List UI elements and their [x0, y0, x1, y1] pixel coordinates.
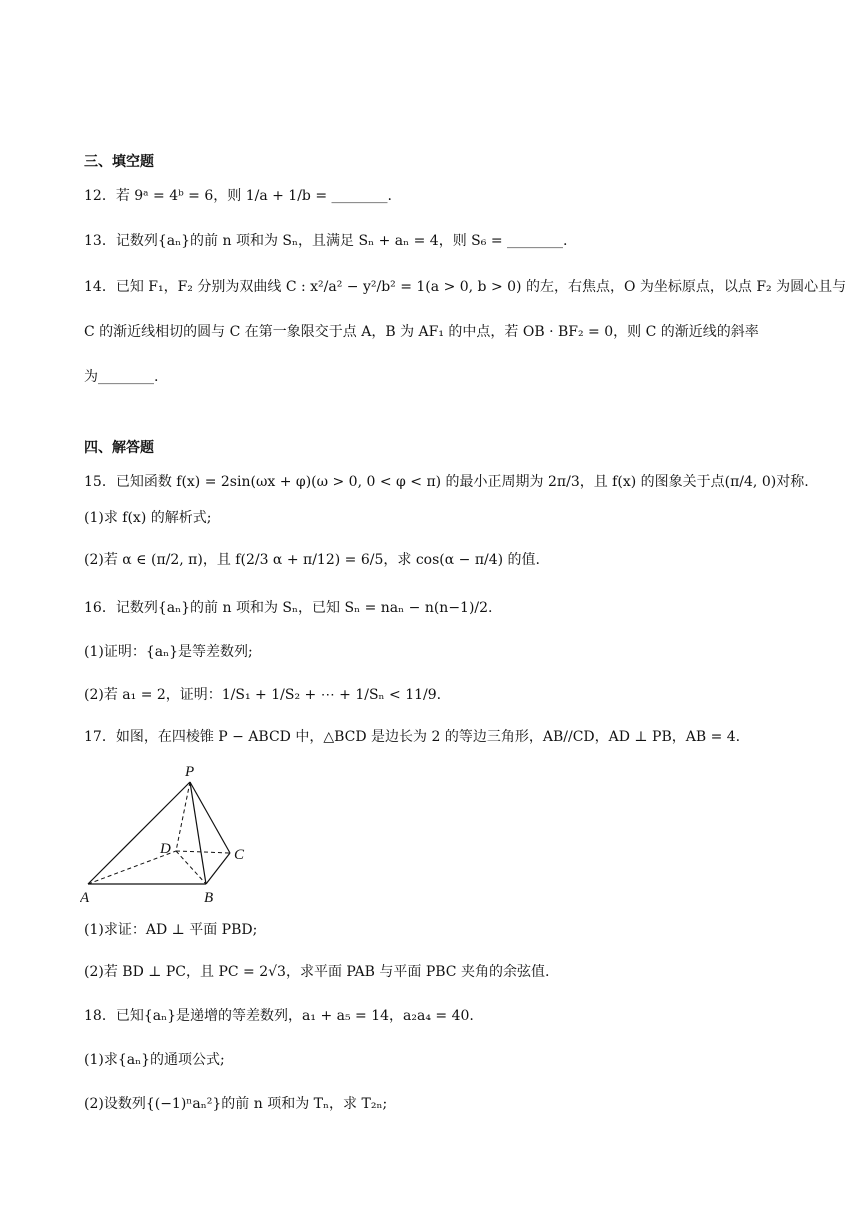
edge-PD	[176, 782, 190, 851]
question-17-part-2: (2)若 BD ⊥ PC，且 PC = 2√3，求平面 PAB 与平面 PBC 夹角的余弦值.	[84, 964, 550, 980]
question-15: 15．已知函数 f(x) = 2sin(ωx + φ)(ω > 0, 0 < φ < π) 的最小正周期为 2π/3，且 f(x) 的图象关于点(π/4, 0)对称.	[84, 474, 809, 490]
section-heading-fill-in: 三、填空题	[84, 154, 154, 170]
question-14-line-2: C 的渐近线相切的圆与 C 在第一象限交于点 A，B 为 AF₁ 的中点，若 OB · BF₂ = 0，则 C 的渐近线的斜率	[84, 324, 759, 340]
question-16-part-2: (2)若 a₁ = 2，证明：1/S₁ + 1/S₂ + ⋯ + 1/Sₙ < 11/9.	[84, 687, 442, 703]
vertex-label-A: A	[80, 890, 90, 906]
edge-PA	[88, 782, 190, 884]
question-18-part-1: (1)求{aₙ}的通项公式;	[84, 1052, 225, 1068]
vertex-label-D: D	[160, 841, 171, 857]
question-12: 12．若 9ᵃ = 4ᵇ = 6，则 1/a + 1/b = ________.	[84, 188, 392, 204]
vertex-label-B: B	[204, 890, 214, 906]
question-17: 17．如图，在四棱锥 P − ABCD 中，△BCD 是边长为 2 的等边三角形，AB//CD，AD ⊥ PB，AB = 4.	[84, 729, 741, 745]
question-16-part-1: (1)证明：{aₙ}是等差数列;	[84, 644, 253, 660]
question-15-part-2: (2)若 α ∈ (π/2, π)，且 f(2/3 α + π/12) = 6/5，求 cos(α − π/4) 的值.	[84, 552, 541, 568]
question-14-line-3: 为________.	[84, 369, 159, 385]
question-16: 16．记数列{aₙ}的前 n 项和为 Sₙ，已知 Sₙ = naₙ − n(n−1)/2.	[84, 600, 493, 616]
vertex-label-P: P	[185, 764, 195, 780]
pyramid-figure	[80, 762, 270, 910]
section-heading-solutions: 四、解答题	[84, 440, 154, 456]
edge-BC	[206, 853, 230, 884]
vertex-label-C: C	[234, 847, 245, 863]
question-17-part-1: (1)求证：AD ⊥ 平面 PBD;	[84, 922, 258, 938]
question-15-part-1: (1)求 f(x) 的解析式;	[84, 510, 212, 526]
question-14-line-1: 14．已知 F₁，F₂ 分别为双曲线 C : x²/a² − y²/b² = 1(a > 0, b > 0) 的左，右焦点，O 为坐标原点，以点 F₂ 为圆心且与	[84, 279, 847, 295]
question-18: 18．已知{aₙ}是递增的等差数列，a₁ + a₅ = 14，a₂a₄ = 40.	[84, 1008, 474, 1024]
question-18-part-2: (2)设数列{(−1)ⁿaₙ²}的前 n 项和为 Tₙ，求 T₂ₙ;	[84, 1096, 388, 1112]
edge-DC	[176, 851, 230, 853]
question-13: 13．记数列{aₙ}的前 n 项和为 Sₙ，且满足 Sₙ + aₙ = 4，则 S₆ = ________.	[84, 233, 568, 249]
